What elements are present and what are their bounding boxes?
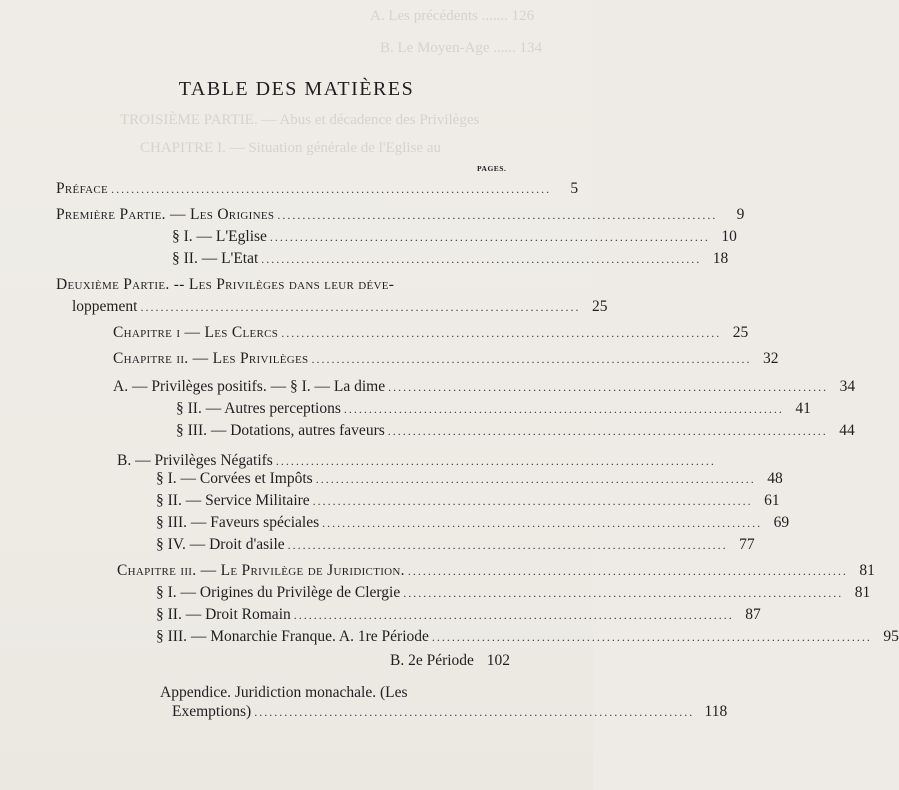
page-number: 34 bbox=[839, 378, 856, 395]
toc-entry-label: loppement bbox=[72, 298, 138, 315]
toc-entry-label: Préface bbox=[56, 180, 109, 197]
dot-leader: ........................................................................................ bbox=[281, 326, 722, 340]
toc-entry-preface[interactable] bbox=[56, 180, 579, 202]
toc-entry-label: A. — Privilèges positifs. — § I. — La dime bbox=[113, 378, 386, 395]
toc-entry-label: B. 2e Période bbox=[390, 652, 474, 669]
dot-leader: ........................................................................................ bbox=[293, 608, 734, 622]
toc-entry-deuxieme-periode[interactable] bbox=[390, 652, 516, 674]
toc-entry-deuxieme-partie[interactable]: Deuxième Partie. -- Les Privilèges dans leur déve- bbox=[56, 276, 395, 293]
toc-entry-droit-romain[interactable] bbox=[156, 606, 761, 628]
dot-leader: ........................................................................................ bbox=[254, 705, 695, 719]
page-number: 18 bbox=[712, 250, 729, 267]
toc-entry-label: § II. — L'Etat bbox=[172, 250, 259, 267]
page-number: 5 bbox=[570, 180, 579, 197]
page-title: TABLE DES MATIÈRES bbox=[178, 78, 415, 100]
dot-leader: ........................................................................................ bbox=[261, 252, 702, 266]
toc-entry-label: Première Partie. — Les Origines bbox=[56, 206, 275, 223]
dot-leader: ........................................................................................ bbox=[431, 630, 872, 644]
page-number: 44 bbox=[839, 422, 855, 439]
dot-leader: ........................................................................................ bbox=[312, 494, 753, 508]
toc-entry-label: § III. — Faveurs spéciales bbox=[156, 514, 320, 531]
page-number: 81 bbox=[854, 584, 871, 601]
toc-entry-label: B. — Privilèges Négatifs bbox=[117, 452, 273, 469]
toc-entry-appendice[interactable]: Appendice. Juridiction monachale. (Les bbox=[160, 684, 408, 701]
toc-entry-label: § II. — Autres perceptions bbox=[176, 400, 341, 417]
toc-entry-label: § III. — Monarchie Franque. A. 1re Période bbox=[156, 628, 429, 645]
toc-entry-eglise[interactable] bbox=[172, 228, 737, 250]
page-number: 118 bbox=[704, 703, 728, 720]
bleed-through-text: B. Le Moyen-Age ...... 134 bbox=[380, 40, 543, 56]
toc-entry-faveurs-speciales[interactable] bbox=[156, 514, 790, 536]
page-number: 95 bbox=[883, 628, 899, 645]
toc-entry-label: § IV. — Droit d'asile bbox=[156, 536, 285, 553]
page-number: 9 bbox=[736, 206, 745, 223]
toc-entry-privileges-positifs[interactable] bbox=[113, 378, 856, 400]
toc-entry-service-militaire[interactable] bbox=[156, 492, 780, 514]
page-number: 25 bbox=[732, 324, 749, 341]
toc-entry-origines-clergie[interactable] bbox=[156, 584, 871, 606]
page-number: 69 bbox=[773, 514, 790, 531]
page-number: 61 bbox=[764, 492, 780, 509]
page-number: 77 bbox=[739, 536, 755, 553]
toc-entry-chapitre-2[interactable] bbox=[113, 350, 779, 372]
dot-leader: ........................................................................................ bbox=[140, 300, 581, 314]
bleed-through-text: TROISIÈME PARTIE. — Abus et décadence des Privilèges bbox=[120, 112, 480, 128]
toc-entry-label: § I. — Corvées et Impôts bbox=[156, 470, 313, 487]
toc-entry-exemptions[interactable] bbox=[172, 703, 728, 725]
toc-entry-corvees[interactable] bbox=[156, 470, 783, 492]
toc-entry-premiere-partie[interactable] bbox=[56, 206, 745, 228]
page-number: 48 bbox=[767, 470, 783, 487]
toc-entry-monarchie-franque[interactable] bbox=[156, 628, 899, 650]
pages-column-label: PAGES. bbox=[477, 164, 507, 173]
toc-entry-developpement[interactable] bbox=[72, 298, 608, 320]
dot-leader: ........................................................................................ bbox=[322, 516, 763, 530]
toc-entry-label: § II. — Droit Romain bbox=[156, 606, 291, 623]
page-number: 10 bbox=[721, 228, 737, 245]
dot-leader: ........................................................................................ bbox=[287, 538, 728, 552]
page-number: 102 bbox=[486, 652, 510, 669]
bleed-through-text: CHAPITRE I. — Situation générale de l'Eglise au bbox=[140, 140, 441, 156]
dot-leader: ........................................................................................ bbox=[387, 424, 828, 438]
toc-entry-chapitre-1[interactable] bbox=[113, 324, 749, 346]
toc-entry-droit-asile[interactable] bbox=[156, 536, 755, 558]
dot-leader: ........................................................................................ bbox=[315, 472, 756, 486]
toc-entry-label: § III. — Dotations, autres faveurs bbox=[176, 422, 385, 439]
dot-leader: ........................................................................................ bbox=[275, 454, 716, 468]
dot-leader: ........................................................................................ bbox=[407, 564, 848, 578]
dot-leader: ........................................................................................ bbox=[111, 182, 552, 196]
toc-entry-label: Exemptions) bbox=[172, 703, 252, 720]
toc-entry-label: Chapitre iii. — Le Privilège de Juridiction. bbox=[117, 562, 405, 579]
toc-entry-label: Chapitre ii. — Les Privilèges bbox=[113, 350, 309, 367]
bleed-through-text: A. Les précédents ....... 126 bbox=[370, 8, 535, 24]
page-number: 32 bbox=[762, 350, 779, 367]
toc-entry-label: Chapitre i — Les Clercs bbox=[113, 324, 279, 341]
page-number: 41 bbox=[795, 400, 811, 417]
dot-leader: ........................................................................................ bbox=[403, 586, 844, 600]
toc-entry-label: § II. — Service Militaire bbox=[156, 492, 310, 509]
toc-entry-etat[interactable] bbox=[172, 250, 729, 272]
dot-leader: ........................................................................................ bbox=[388, 380, 829, 394]
toc-entry-label: § I. — L'Eglise bbox=[172, 228, 267, 245]
toc-entry-chapitre-3[interactable] bbox=[117, 562, 875, 584]
page-number: 81 bbox=[859, 562, 875, 579]
dot-leader: ........................................................................................ bbox=[277, 208, 718, 222]
dot-leader: ........................................................................................ bbox=[311, 352, 752, 366]
page-number: 87 bbox=[745, 606, 761, 623]
toc-entry-label: § I. — Origines du Privilège de Clergie bbox=[156, 584, 401, 601]
dot-leader: ........................................................................................ bbox=[269, 230, 710, 244]
dot-leader: ........................................................................................ bbox=[343, 402, 784, 416]
toc-entry-dotations[interactable] bbox=[176, 422, 855, 444]
toc-entry-autres-perceptions[interactable] bbox=[176, 400, 811, 422]
page-number: 25 bbox=[591, 298, 608, 315]
